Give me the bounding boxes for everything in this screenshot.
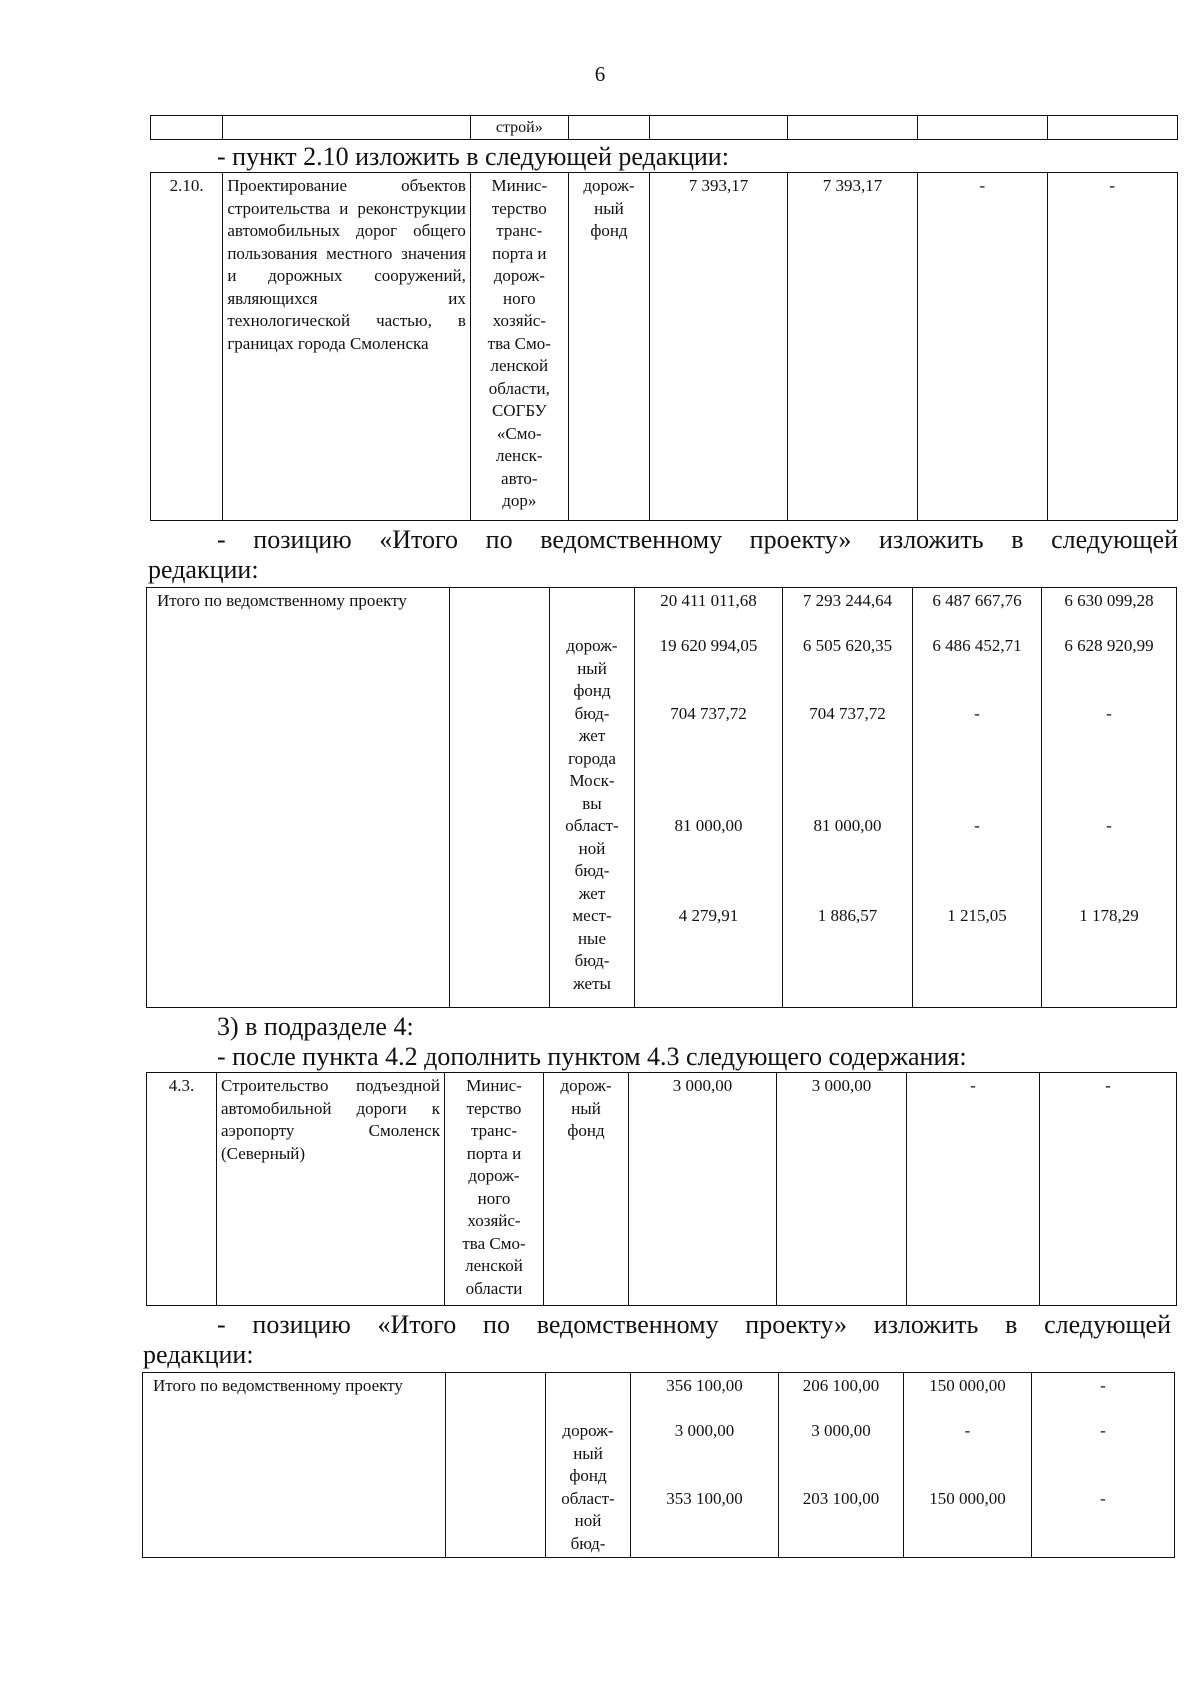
table-row [151, 173, 1178, 521]
total-values-year1: 206 100,00 3 000,00 203 100,00 [779, 1373, 904, 1558]
table-row [143, 1373, 1175, 1558]
total-values-total: 356 100,00 3 000,00 353 100,00 [631, 1373, 779, 1558]
continuation-cell: строй» [470, 116, 568, 140]
continuation-table [150, 115, 1178, 140]
heading-item-4-3: - после пункта 4.2 дополнить пунктом 4.3 следующего содержания: [217, 1042, 967, 1071]
total-values-year3: - - - [1032, 1373, 1175, 1558]
heading-subsection-4: 3) в подразделе 4: [217, 1012, 414, 1041]
total-values-total: 20 411 011,68 19 620 994,05 704 737,72 81 000,00 4 279,91 [635, 588, 783, 1008]
total-executor [446, 1373, 546, 1558]
item-number: 4.3. [147, 1073, 217, 1306]
item-name: Строительство подъездной автомобильной дороги к аэропорту Смоленск (Северный) [217, 1073, 445, 1306]
total-values-year3: 6 630 099,28 6 628 920,99 - - 1 178,29 [1042, 588, 1177, 1008]
table-row [147, 1073, 1177, 1306]
total-funding-sources: дорож- ный фонд област- ной бюд- [546, 1373, 631, 1558]
item-funding-source: дорож- ный фонд [568, 173, 650, 521]
total-label: Итого по ведомственному проекту [147, 588, 450, 1008]
item-value-total: 7 393,17 [650, 173, 788, 521]
item-value-total: 3 000,00 [629, 1073, 777, 1306]
heading-total-2-end: редакции: [143, 1340, 254, 1369]
table-row [147, 588, 1177, 1008]
total-values-year2: 150 000,00 - 150 000,00 [904, 1373, 1032, 1558]
table-total-1 [146, 587, 1177, 1008]
item-value-year3: - [1040, 1073, 1177, 1306]
heading-total-1-end: редакции: [148, 555, 259, 584]
total-funding-sources: дорож- ный фонд бюд- жет города Моск- вы област- ной бюд- жет мест- ные бюд- жеты [550, 588, 635, 1008]
item-funding-source: дорож- ный фонд [544, 1073, 629, 1306]
table-item-2-10 [150, 172, 1178, 521]
item-executor: Минис- терство транс- порта и дорож- ного хозяйс- тва Смо- ленской области, СОГБУ «Смо- ленск- авто- дор» [470, 173, 568, 521]
total-values-year1: 7 293 244,64 6 505 620,35 704 737,72 81 000,00 1 886,57 [783, 588, 913, 1008]
item-value-year1: 7 393,17 [787, 173, 917, 521]
heading-total-2: - позицию «Итого по ведомственному проекту» изложить в следующей [217, 1310, 1171, 1339]
total-label: Итого по ведомственному проекту [143, 1373, 446, 1558]
item-name: Проектирование объектов строительства и реконструкции автомобильных дорог общего пользования местного значения и дорожных сооружений, являющихся их технологической частью, в границах города Смоленска [223, 173, 471, 521]
item-value-year2: - [918, 173, 1047, 521]
total-executor [450, 588, 550, 1008]
item-value-year1: 3 000,00 [777, 1073, 907, 1306]
heading-total-1: - позицию «Итого по ведомственному проекту» изложить в следующей [217, 525, 1178, 554]
page-number: 6 [594, 62, 606, 86]
table-item-4-3 [146, 1072, 1177, 1306]
table-total-2 [142, 1372, 1175, 1558]
total-values-year2: 6 487 667,76 6 486 452,71 - - 1 215,05 [913, 588, 1042, 1008]
item-number: 2.10. [151, 173, 223, 521]
item-executor: Минис- терство транс- порта и дорож- ного хозяйс- тва Смо- ленской области [445, 1073, 544, 1306]
item-value-year3: - [1047, 173, 1177, 521]
heading-item-2-10: - пункт 2.10 изложить в следующей редакции: [217, 142, 729, 171]
item-value-year2: - [907, 1073, 1040, 1306]
